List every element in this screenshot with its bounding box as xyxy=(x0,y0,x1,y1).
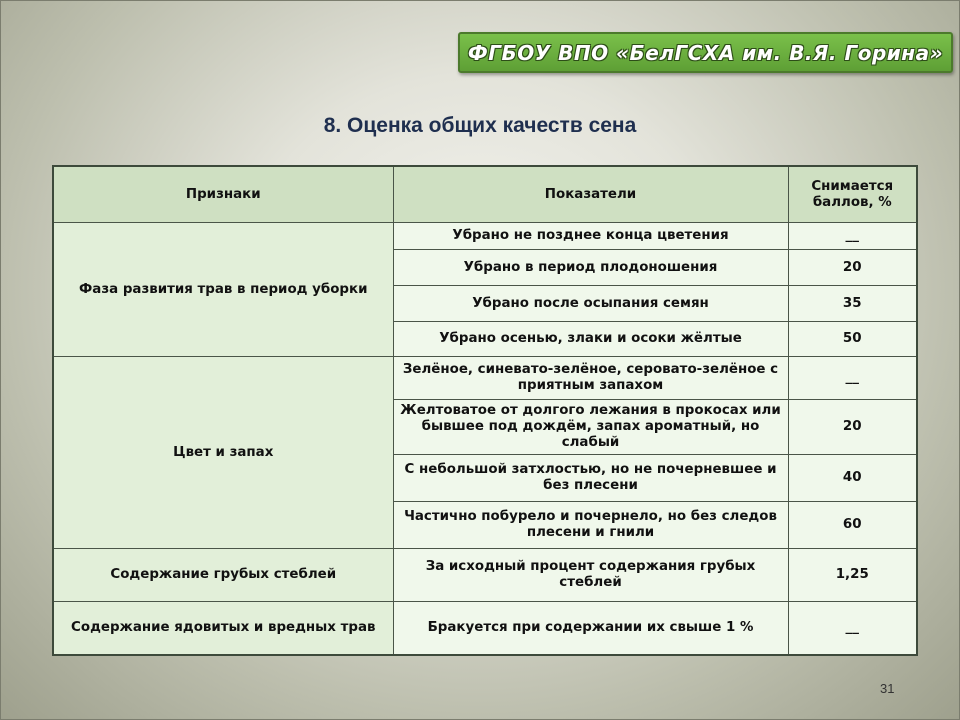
score-cell: 1,25 xyxy=(788,549,917,602)
institution-name: ФГБОУ ВПО «БелГСХА им. В.Я. Горина» xyxy=(467,40,944,65)
score-cell: __ xyxy=(788,602,917,656)
score-cell: __ xyxy=(788,223,917,250)
criterion-cell: Цвет и запах xyxy=(53,357,393,549)
indicator-cell: Убрано осенью, злаки и осоки жёлтые xyxy=(393,322,788,357)
table-row xyxy=(53,357,917,400)
table-row xyxy=(53,602,917,656)
column-header-criteria: Признаки xyxy=(53,166,393,223)
hay-quality-table xyxy=(52,165,918,656)
indicator-cell: С небольшой затхлостью, но не почерневшее и без плесени xyxy=(393,455,788,502)
score-cell: __ xyxy=(788,357,917,400)
table-row xyxy=(53,223,917,250)
criterion-cell: Содержание ядовитых и вредных трав xyxy=(53,602,393,656)
indicator-cell: Бракуется при содержании их свыше 1 % xyxy=(393,602,788,656)
column-header-indicators: Показатели xyxy=(393,166,788,223)
indicator-cell: Убрано после осыпания семян xyxy=(393,286,788,322)
score-cell: 40 xyxy=(788,455,917,502)
table-row xyxy=(53,549,917,602)
slide-title: 8. Оценка общих качеств сена xyxy=(323,114,637,137)
score-cell: 20 xyxy=(788,250,917,286)
score-cell: 35 xyxy=(788,286,917,322)
score-cell: 60 xyxy=(788,502,917,549)
indicator-cell: Зелёное, синевато-зелёное, серовато-зелёное с приятным запахом xyxy=(393,357,788,400)
score-cell: 50 xyxy=(788,322,917,357)
criterion-cell: Фаза развития трав в период уборки xyxy=(53,223,393,357)
indicator-cell: Убрано не позднее конца цветения xyxy=(393,223,788,250)
indicator-cell: Частично побурело и почернело, но без следов плесени и гнили xyxy=(393,502,788,549)
page-number: 31 xyxy=(880,681,895,696)
indicator-cell: Убрано в период плодоношения xyxy=(393,250,788,286)
criterion-cell: Содержание грубых стеблей xyxy=(53,549,393,602)
score-cell: 20 xyxy=(788,400,917,455)
indicator-cell: Желтоватое от долгого лежания в прокосах или бывшее под дождём, запах ароматный, но слабый xyxy=(393,400,788,455)
institution-banner xyxy=(458,32,953,73)
column-header-score: Снимается баллов, % xyxy=(788,166,917,223)
table-header-row xyxy=(53,166,917,223)
indicator-cell: За исходный процент содержания грубых стеблей xyxy=(393,549,788,602)
